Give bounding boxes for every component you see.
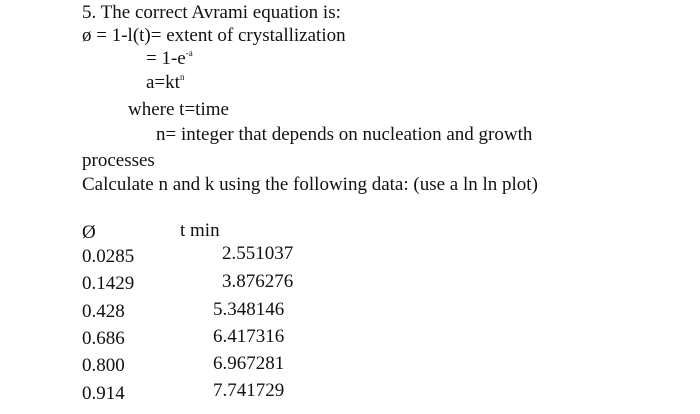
question-title: 5. The correct Avrami equation is: <box>82 2 341 23</box>
rate-equation-line <box>146 72 184 94</box>
table-row-2-time: 3.876276 <box>222 271 294 292</box>
table-row-1-time: 2.551037 <box>222 243 294 264</box>
where-time-line: where t=time <box>128 99 229 120</box>
table-row-5-phi: 0.800 <box>82 355 125 376</box>
phi-column-header: Ø <box>82 222 96 243</box>
table-row-3-time: 5.348146 <box>213 299 285 320</box>
instruction-line: Calculate n and k using the following data: (use a ln ln plot) <box>82 174 538 195</box>
exponential-superscript: -a <box>185 48 193 58</box>
exponential-form-line <box>146 48 193 70</box>
rate-equation-superscript: n <box>179 72 185 82</box>
table-row-4-time: 6.417316 <box>213 326 285 347</box>
table-row-6-time: 7.741729 <box>213 380 285 401</box>
rate-equation-base: a=kt <box>146 72 180 93</box>
exponential-base: = 1-e <box>146 48 186 69</box>
table-row-4-phi: 0.686 <box>82 328 125 349</box>
n-definition-line: n= integer that depends on nucleation and growth <box>156 124 533 145</box>
table-row-1-phi: 0.0285 <box>82 246 135 267</box>
processes-line: processes <box>82 150 155 171</box>
table-row-3-phi: 0.428 <box>82 301 125 322</box>
time-column-header: t min <box>180 220 220 241</box>
table-row-2-phi: 0.1429 <box>82 273 135 294</box>
table-row-6-phi: 0.914 <box>82 383 125 404</box>
avrami-definition-line: ø = 1-l(t)= extent of crystallization <box>82 25 346 46</box>
table-row-5-time: 6.967281 <box>213 353 285 374</box>
